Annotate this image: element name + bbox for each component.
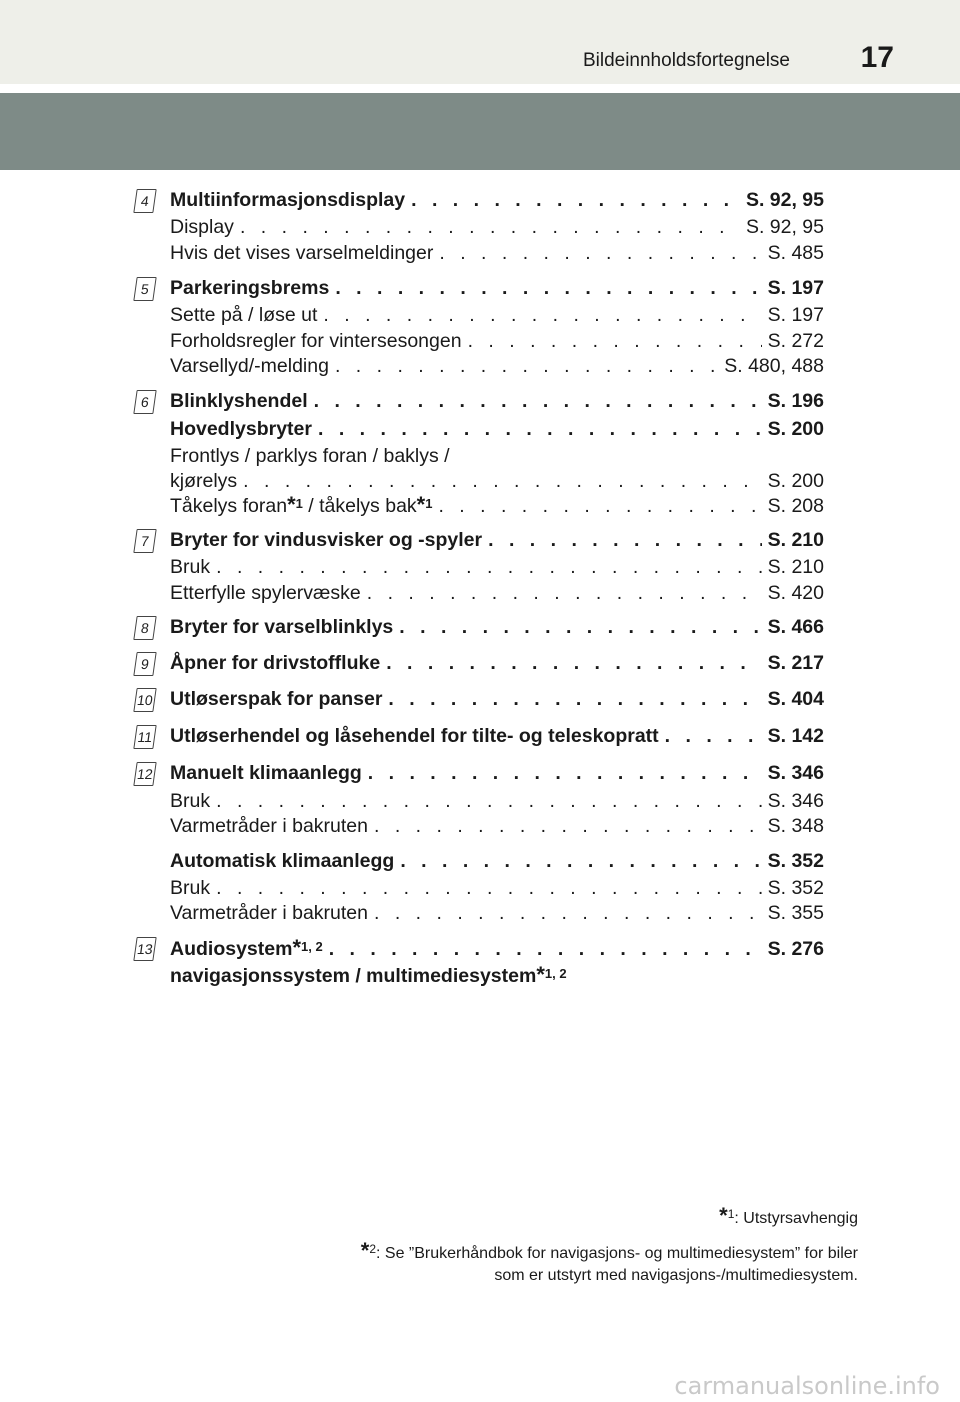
entry-page: S. 346: [767, 762, 824, 784]
toc-line: [170, 275, 824, 301]
asterisk-mark: *: [536, 962, 545, 987]
footnote-ref: 1: [295, 496, 303, 511]
entry-title: Utløserspak for panser: [170, 688, 383, 710]
entry-page: S. 352: [767, 877, 824, 899]
toc-line: [170, 240, 824, 266]
entry-title: Parkeringsbrems: [170, 277, 330, 299]
entry-title: Bruk: [170, 790, 211, 812]
entry-title-part: / tåkelys bak: [302, 495, 417, 517]
entry-title: Utløserhendel og låsehendel for tilte- og teleskopratt: [170, 725, 659, 747]
toc-line: [170, 935, 824, 961]
entry-title: [170, 492, 432, 521]
entry-title: kjørelys: [170, 470, 238, 492]
entry-page: S. 142: [767, 725, 824, 747]
entry-title: Bruk: [170, 877, 211, 899]
footnote-ref: 1, 2: [301, 939, 323, 954]
asterisk-mark: *: [360, 1238, 370, 1263]
toc-line: [170, 328, 824, 354]
entry-title: Hovedlysbryter: [170, 418, 312, 440]
entry-page: S. 346: [767, 790, 824, 812]
entry-page: S. 210: [767, 529, 824, 551]
toc-line: [170, 875, 824, 901]
entry-page: S. 480, 488: [724, 355, 824, 377]
footnote-ref: 1, 2: [544, 966, 567, 981]
entry-title: Manuelt klimaanlegg: [170, 762, 362, 784]
toc-line: [170, 388, 824, 414]
entry-page: S. 217: [767, 652, 824, 674]
page-number: 17: [860, 41, 894, 74]
entry-page: S. 485: [767, 242, 824, 264]
toc-line: [170, 492, 824, 518]
asterisk-mark: *: [292, 935, 302, 960]
footnote-1: [361, 1205, 858, 1230]
toc-line: [170, 353, 824, 379]
entry-page: S. 200: [767, 418, 824, 440]
entry-subtitle: [170, 962, 567, 991]
toc-line: [170, 723, 824, 749]
entry-title-part: Audiosystem: [170, 938, 293, 960]
footnote-2-continued: som er utstyrt med navigasjons-/multimediesystem.: [494, 1267, 858, 1284]
marker-13: 13: [133, 937, 156, 961]
entry-title: Sette på / løse ut: [170, 304, 318, 326]
entry-page: S. 276: [767, 938, 824, 960]
marker-6: 6: [133, 390, 156, 414]
footnote-text: : Se ”Brukerhåndbok for navigasjons- og multimediesystem” for biler: [376, 1245, 858, 1262]
toc-line: [170, 813, 824, 839]
toc-line: [170, 848, 824, 874]
toc-line: [170, 468, 824, 494]
entry-title: Forholdsregler for vintersesongen: [170, 330, 462, 352]
entry-subtitle: Frontlys / parklys foran / baklys /: [170, 445, 450, 467]
toc-line: [170, 416, 824, 442]
entry-page: S. 272: [767, 330, 824, 352]
entry-title: Blinklyshendel: [170, 390, 308, 412]
entry-page: S. 348: [767, 815, 824, 837]
header-bar: [0, 0, 960, 84]
entry-title: Automatisk klimaanlegg: [170, 850, 395, 872]
footnote-text: : Utstyrsavhengig: [734, 1210, 858, 1227]
toc-line: [170, 650, 824, 676]
entry-page: S. 355: [767, 902, 824, 924]
marker-4: 4: [133, 189, 156, 213]
entry-page: S. 420: [767, 582, 824, 604]
footnote-2: [361, 1240, 858, 1265]
entry-title: [170, 935, 323, 964]
marker-11: 11: [133, 725, 156, 749]
toc-line: [170, 554, 824, 580]
entry-title: Varmetråder i bakruten: [170, 815, 368, 837]
toc-line: [170, 760, 824, 786]
entry-page: S. 210: [767, 556, 824, 578]
footnote-number: 2: [369, 1242, 377, 1256]
marker-8: 8: [133, 616, 156, 640]
marker-5: 5: [133, 277, 156, 301]
toc-line: [170, 214, 824, 240]
entry-title: Bryter for vindusvisker og -spyler: [170, 529, 483, 551]
toc-line: [170, 686, 824, 712]
section-title: Bildeinnholdsfortegnelse: [582, 50, 790, 71]
entry-title-part: navigasjonssystem / multimediesystem: [170, 965, 537, 987]
header-band: [0, 93, 960, 170]
entry-page: S. 208: [767, 495, 824, 517]
toc-line: [170, 302, 824, 328]
entry-title: Display: [170, 216, 234, 238]
footnotes: [361, 1205, 858, 1286]
toc-line: [170, 187, 824, 213]
toc-line: [170, 900, 824, 926]
entry-page: S. 352: [767, 850, 824, 872]
entry-page: S. 404: [767, 688, 824, 710]
asterisk-mark: *: [416, 492, 426, 517]
entry-page: S. 197: [767, 277, 824, 299]
toc-line: [170, 788, 824, 814]
entry-title: Varmetråder i bakruten: [170, 902, 368, 924]
marker-9: 9: [133, 652, 156, 676]
entry-title-part: Tåkelys foran: [170, 495, 288, 517]
asterisk-mark: *: [287, 492, 296, 517]
entry-title: Multiinformasjonsdisplay: [170, 189, 406, 211]
entry-title: Hvis det vises varselmeldinger: [170, 242, 434, 264]
toc-line: [170, 580, 824, 606]
entry-title: Bruk: [170, 556, 211, 578]
marker-12: 12: [133, 762, 156, 786]
entry-page: S. 92, 95: [745, 216, 824, 238]
entry-page: S. 196: [767, 390, 824, 412]
entry-title: Varsellyd/-melding: [170, 355, 329, 377]
marker-10: 10: [133, 688, 156, 712]
entry-page: S. 466: [767, 616, 824, 638]
asterisk-mark: *: [719, 1203, 728, 1228]
marker-7: 7: [133, 529, 156, 553]
watermark: carmanualsonline.info: [674, 1372, 940, 1400]
footnote-ref: 1: [425, 496, 433, 511]
entry-title: Etterfylle spylervæske: [170, 582, 361, 604]
toc-line: [170, 527, 824, 553]
entry-page: S. 92, 95: [745, 189, 824, 211]
toc-line: [170, 614, 824, 640]
footnote-number: 1: [727, 1207, 735, 1221]
entry-title: Åpner for drivstoffluke: [170, 652, 381, 674]
entry-title: Bryter for varselblinklys: [170, 616, 394, 638]
entry-page: S. 197: [767, 304, 824, 326]
entry-page: S. 200: [767, 470, 824, 492]
